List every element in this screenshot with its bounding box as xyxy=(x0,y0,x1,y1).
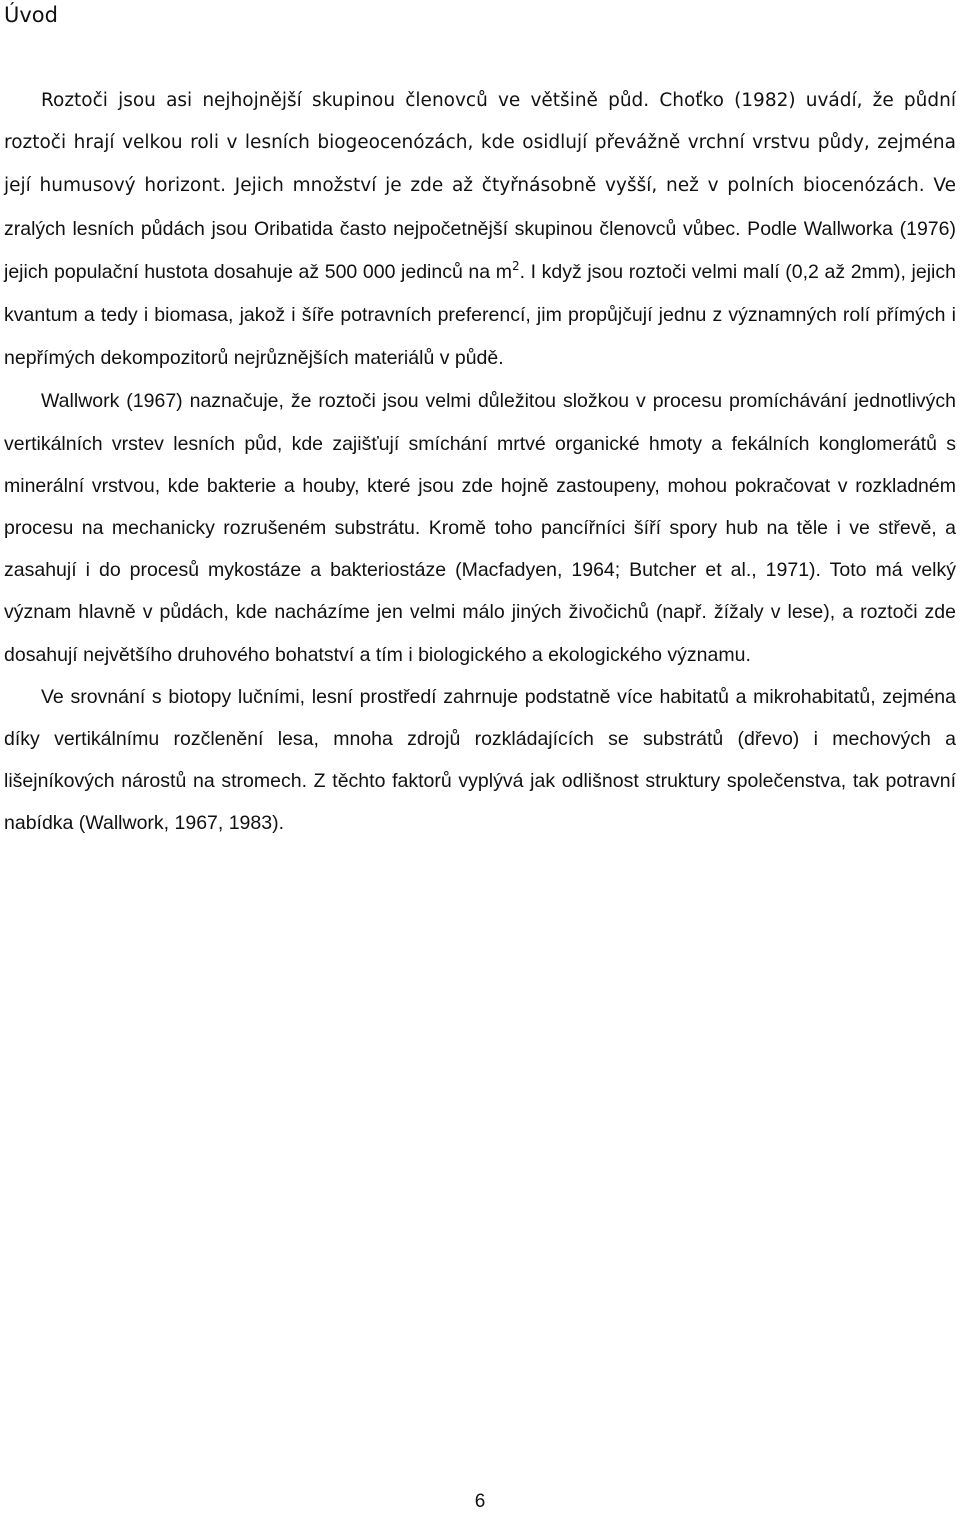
section-heading: Úvod xyxy=(4,3,58,27)
document-body xyxy=(4,80,956,845)
paragraph-1 xyxy=(4,80,956,380)
paragraph-1-part-2: zralých lesních půdách jsou Oribatida často nejpočetnější skupinou členovců vůbec. Podle Wallworka (1976) jejich populační hustota dosahuje až 500 000 jedinců na m xyxy=(4,217,956,283)
superscript-exponent: 2 xyxy=(511,258,520,273)
paragraph-3: Ve srovnání s biotopy lučními, lesní prostředí zahrnuje podstatně více habitatů a mikrohabitatů, zejména díky vertikálnímu rozčlenění lesa, mnoha zdrojů rozkládajících se substrátů (dřevo) i mechových a lišejníkových nárostů na stromech. Z těchto faktorů vyplývá jak odlišnost struktury společenstva, tak potravní nabídka (Wallwork, 1967, 1983). xyxy=(4,685,956,835)
paragraph-1-part-1: Roztoči jsou asi nejhojnější skupinou členovců ve většině půd. Choťko (1982) uvádí, že půdní roztoči hrají velkou roli v lesních biogeocenózách, kde osidlují převážně vrchní vrstvu půdy, zejména její humusový horizont. Jejich množství je zde až čtyřnásobně vyšší, než v polních biocenózách. Ve xyxy=(4,90,956,197)
page-number: 6 xyxy=(474,1491,486,1512)
paragraph-2: Wallwork (1967) naznačuje, že roztoči jsou velmi důležitou složkou v procesu promíchávání jednotlivých vertikálních vrstev lesních půd, kde zajišťují smíchání mrtvé organické hmoty a fekálních konglomerátů s minerální vrstvou, kde bakterie a houby, které jsou zde hojně zastoupeny, mohou pokračovat v rozkladném procesu na mechanicky rozrušeném substrátu. Kromě toho pancířníci šíří spory hub na těle i ve střevě, a zasahují i do procesů mykostáze a bakteriostáze (Macfadyen, 1964; Butcher et al., 1971). Toto má velký význam hlavně v půdách, kde nacházíme jen velmi málo jiných živočichů (např. žížaly v lese), a roztoči zde dosahují největšího druhového bohatství a tím i biologického a ekologického významu. xyxy=(4,390,956,666)
paragraph-1-part-3: . I když jsou roztoči velmi malí (0,2 až 2mm), jejich kvantum a tedy i biomasa, jakož i šíře potravních preferencí, jim propůjčují jednu z významných rolí přímých i nepřímých dekompozitorů nejrůznějších materiálů v půdě. xyxy=(4,260,956,370)
